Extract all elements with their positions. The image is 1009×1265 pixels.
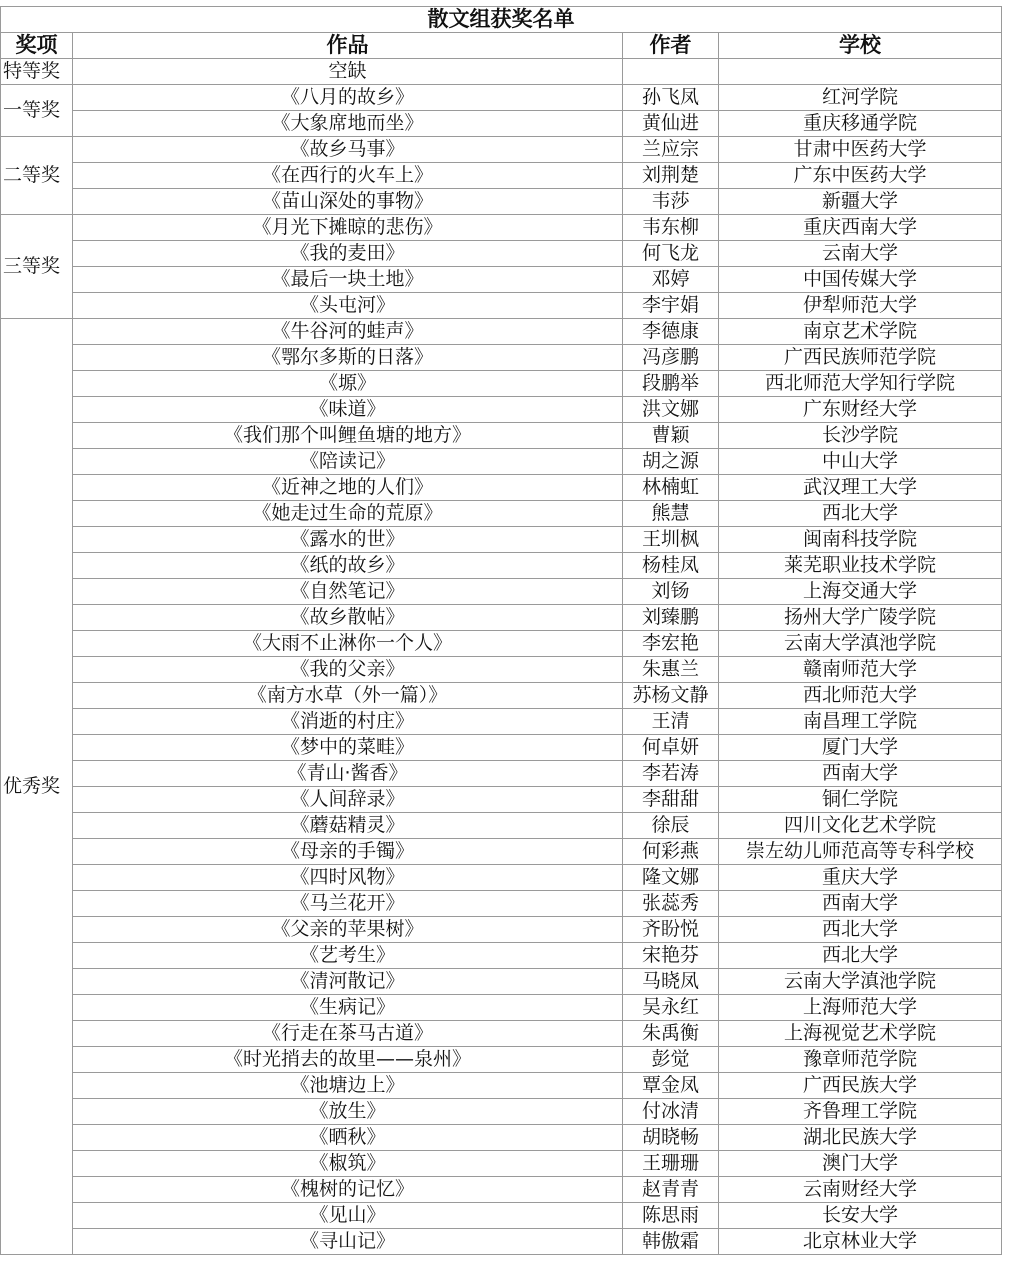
table-row [1, 683, 1002, 709]
author-cell: 王珊珊 [623, 1151, 719, 1177]
school-cell: 中山大学 [719, 449, 1002, 475]
author-cell: 李甜甜 [623, 787, 719, 813]
school-cell: 四川文化艺术学院 [719, 813, 1002, 839]
table-row [1, 943, 1002, 969]
table-row [1, 475, 1002, 501]
work-cell: 《马兰花开》 [73, 891, 623, 917]
author-cell: 徐辰 [623, 813, 719, 839]
author-cell: 李若涛 [623, 761, 719, 787]
school-cell: 西南大学 [719, 891, 1002, 917]
work-cell: 《椒筑》 [73, 1151, 623, 1177]
school-cell: 云南财经大学 [719, 1177, 1002, 1203]
school-cell: 南昌理工学院 [719, 709, 1002, 735]
table-row [1, 839, 1002, 865]
author-cell: 何卓妍 [623, 735, 719, 761]
work-cell: 《行走在茶马古道》 [73, 1021, 623, 1047]
author-cell: 韩傲霜 [623, 1229, 719, 1255]
table-row [1, 631, 1002, 657]
author-cell: 洪文娜 [623, 397, 719, 423]
work-cell: 《最后一块土地》 [73, 267, 623, 293]
author-cell: 覃金凤 [623, 1073, 719, 1099]
author-cell: 吴永红 [623, 995, 719, 1021]
table-row [1, 527, 1002, 553]
author-cell: 刘臻鹏 [623, 605, 719, 631]
table-row [1, 761, 1002, 787]
author-cell: 李宇娟 [623, 293, 719, 319]
table-row [1, 657, 1002, 683]
school-cell: 赣南师范大学 [719, 657, 1002, 683]
table-row [1, 189, 1002, 215]
work-cell: 《蘑菇精灵》 [73, 813, 623, 839]
school-cell [719, 59, 1002, 85]
title-row [1, 7, 1002, 33]
table-row [1, 1047, 1002, 1073]
author-cell: 邓婷 [623, 267, 719, 293]
work-cell: 《南方水草（外一篇）》 [73, 683, 623, 709]
school-cell: 扬州大学广陵学院 [719, 605, 1002, 631]
table-row [1, 59, 1002, 85]
work-cell: 《我们那个叫鲤鱼塘的地方》 [73, 423, 623, 449]
work-cell: 《月光下摊晾的悲伤》 [73, 215, 623, 241]
table-row [1, 293, 1002, 319]
work-cell: 《鄂尔多斯的日落》 [73, 345, 623, 371]
table-row [1, 813, 1002, 839]
author-cell: 王圳枫 [623, 527, 719, 553]
work-cell: 《池塘边上》 [73, 1073, 623, 1099]
work-cell: 《露水的世》 [73, 527, 623, 553]
work-cell: 《她走过生命的荒原》 [73, 501, 623, 527]
school-cell: 红河学院 [719, 85, 1002, 111]
table-row [1, 1073, 1002, 1099]
work-cell: 《陪读记》 [73, 449, 623, 475]
table-row [1, 345, 1002, 371]
work-cell: 《生病记》 [73, 995, 623, 1021]
work-cell: 《塬》 [73, 371, 623, 397]
work-cell: 《见山》 [73, 1203, 623, 1229]
table-row [1, 787, 1002, 813]
work-cell: 《艺考生》 [73, 943, 623, 969]
author-cell: 兰应宗 [623, 137, 719, 163]
school-cell: 中国传媒大学 [719, 267, 1002, 293]
author-cell: 陈思雨 [623, 1203, 719, 1229]
school-cell: 上海视觉艺术学院 [719, 1021, 1002, 1047]
table-row [1, 1021, 1002, 1047]
work-cell: 《梦中的菜畦》 [73, 735, 623, 761]
school-cell: 铜仁学院 [719, 787, 1002, 813]
table-row [1, 267, 1002, 293]
school-cell: 北京林业大学 [719, 1229, 1002, 1255]
table-row [1, 449, 1002, 475]
author-cell: 朱禹衡 [623, 1021, 719, 1047]
school-cell: 广东中医药大学 [719, 163, 1002, 189]
header-author: 作者 [623, 33, 719, 59]
school-cell: 湖北民族大学 [719, 1125, 1002, 1151]
author-cell: 马晓凤 [623, 969, 719, 995]
author-cell: 黄仙进 [623, 111, 719, 137]
author-cell: 朱惠兰 [623, 657, 719, 683]
table-row [1, 241, 1002, 267]
work-cell: 《近神之地的人们》 [73, 475, 623, 501]
table-row [1, 1177, 1002, 1203]
work-cell: 《故乡散帖》 [73, 605, 623, 631]
author-cell [623, 59, 719, 85]
school-cell: 闽南科技学院 [719, 527, 1002, 553]
table-row [1, 215, 1002, 241]
author-cell: 韦东柳 [623, 215, 719, 241]
work-cell: 《时光捎去的故里——泉州》 [73, 1047, 623, 1073]
work-cell: 《我的父亲》 [73, 657, 623, 683]
author-cell: 胡之源 [623, 449, 719, 475]
award-level-cell: 三等奖 [1, 215, 73, 319]
table-row [1, 579, 1002, 605]
school-cell: 莱芜职业技术学院 [719, 553, 1002, 579]
table-row [1, 865, 1002, 891]
school-cell: 广东财经大学 [719, 397, 1002, 423]
award-level-cell: 优秀奖 [1, 319, 73, 1255]
work-cell: 《父亲的苹果树》 [73, 917, 623, 943]
work-cell: 《人间辞录》 [73, 787, 623, 813]
table-row [1, 1099, 1002, 1125]
school-cell: 西北师范大学 [719, 683, 1002, 709]
author-cell: 冯彦鹏 [623, 345, 719, 371]
author-cell: 孙飞凤 [623, 85, 719, 111]
table-title: 散文组获奖名单 [1, 7, 1002, 33]
author-cell: 李德康 [623, 319, 719, 345]
school-cell: 西北师范大学知行学院 [719, 371, 1002, 397]
award-level-cell: 二等奖 [1, 137, 73, 215]
school-cell: 重庆大学 [719, 865, 1002, 891]
school-cell: 长安大学 [719, 1203, 1002, 1229]
author-cell: 李宏艳 [623, 631, 719, 657]
school-cell: 澳门大学 [719, 1151, 1002, 1177]
work-cell: 《自然笔记》 [73, 579, 623, 605]
table-row [1, 397, 1002, 423]
work-cell: 《味道》 [73, 397, 623, 423]
header-award: 奖项 [1, 33, 73, 59]
author-cell: 杨桂凤 [623, 553, 719, 579]
author-cell: 段鹏举 [623, 371, 719, 397]
table-row [1, 163, 1002, 189]
author-cell: 付冰清 [623, 1099, 719, 1125]
table-row [1, 735, 1002, 761]
school-cell: 上海交通大学 [719, 579, 1002, 605]
author-cell: 齐盼悦 [623, 917, 719, 943]
table-row [1, 917, 1002, 943]
author-cell: 何彩燕 [623, 839, 719, 865]
school-cell: 上海师范大学 [719, 995, 1002, 1021]
work-cell: 《晒秋》 [73, 1125, 623, 1151]
work-cell: 《八月的故乡》 [73, 85, 623, 111]
table-row [1, 371, 1002, 397]
school-cell: 重庆西南大学 [719, 215, 1002, 241]
author-cell: 熊慧 [623, 501, 719, 527]
author-cell: 隆文娜 [623, 865, 719, 891]
work-cell: 《纸的故乡》 [73, 553, 623, 579]
work-cell: 《苗山深处的事物》 [73, 189, 623, 215]
school-cell: 广西民族大学 [719, 1073, 1002, 1099]
author-cell: 林楠虹 [623, 475, 719, 501]
school-cell: 齐鲁理工学院 [719, 1099, 1002, 1125]
table-row [1, 501, 1002, 527]
work-cell: 《我的麦田》 [73, 241, 623, 267]
school-cell: 云南大学 [719, 241, 1002, 267]
author-cell: 刘钖 [623, 579, 719, 605]
author-cell: 赵青青 [623, 1177, 719, 1203]
school-cell: 南京艺术学院 [719, 319, 1002, 345]
table-row [1, 319, 1002, 345]
author-cell: 刘荆楚 [623, 163, 719, 189]
school-cell: 重庆移通学院 [719, 111, 1002, 137]
school-cell: 云南大学滇池学院 [719, 631, 1002, 657]
header-work: 作品 [73, 33, 623, 59]
table-row [1, 969, 1002, 995]
table-row [1, 553, 1002, 579]
school-cell: 武汉理工大学 [719, 475, 1002, 501]
table-row [1, 137, 1002, 163]
school-cell: 伊犁师范大学 [719, 293, 1002, 319]
author-cell: 张蕊秀 [623, 891, 719, 917]
table-row [1, 1125, 1002, 1151]
school-cell: 西北大学 [719, 943, 1002, 969]
award-level-cell: 一等奖 [1, 85, 73, 137]
table-row [1, 709, 1002, 735]
table-row [1, 605, 1002, 631]
work-cell: 《头屯河》 [73, 293, 623, 319]
school-cell: 西北大学 [719, 917, 1002, 943]
work-cell: 《清河散记》 [73, 969, 623, 995]
table-row [1, 995, 1002, 1021]
table-row [1, 111, 1002, 137]
work-cell: 《青山·酱香》 [73, 761, 623, 787]
author-cell: 彭觉 [623, 1047, 719, 1073]
work-cell: 《母亲的手镯》 [73, 839, 623, 865]
work-cell: 《四时风物》 [73, 865, 623, 891]
header-school: 学校 [719, 33, 1002, 59]
author-cell: 曹颖 [623, 423, 719, 449]
work-cell: 《槐树的记忆》 [73, 1177, 623, 1203]
author-cell: 韦莎 [623, 189, 719, 215]
author-cell: 王清 [623, 709, 719, 735]
school-cell: 新疆大学 [719, 189, 1002, 215]
work-cell: 空缺 [73, 59, 623, 85]
table-row [1, 891, 1002, 917]
table-row [1, 1151, 1002, 1177]
work-cell: 《寻山记》 [73, 1229, 623, 1255]
school-cell: 西南大学 [719, 761, 1002, 787]
work-cell: 《牛谷河的蛙声》 [73, 319, 623, 345]
school-cell: 长沙学院 [719, 423, 1002, 449]
work-cell: 《放生》 [73, 1099, 623, 1125]
school-cell: 西北大学 [719, 501, 1002, 527]
table-row [1, 423, 1002, 449]
school-cell: 崇左幼儿师范高等专科学校 [719, 839, 1002, 865]
award-level-cell: 特等奖 [1, 59, 73, 85]
school-cell: 甘肃中医药大学 [719, 137, 1002, 163]
table-row [1, 1203, 1002, 1229]
award-table [0, 6, 1002, 1255]
author-cell: 宋艳芬 [623, 943, 719, 969]
table-row [1, 1229, 1002, 1255]
table-row [1, 85, 1002, 111]
work-cell: 《消逝的村庄》 [73, 709, 623, 735]
work-cell: 《大象席地而坐》 [73, 111, 623, 137]
work-cell: 《故乡马事》 [73, 137, 623, 163]
school-cell: 厦门大学 [719, 735, 1002, 761]
school-cell: 云南大学滇池学院 [719, 969, 1002, 995]
work-cell: 《在西行的火车上》 [73, 163, 623, 189]
header-row [1, 33, 1002, 59]
work-cell: 《大雨不止淋你一个人》 [73, 631, 623, 657]
author-cell: 苏杨文静 [623, 683, 719, 709]
school-cell: 广西民族师范学院 [719, 345, 1002, 371]
school-cell: 豫章师范学院 [719, 1047, 1002, 1073]
author-cell: 何飞龙 [623, 241, 719, 267]
author-cell: 胡晓畅 [623, 1125, 719, 1151]
